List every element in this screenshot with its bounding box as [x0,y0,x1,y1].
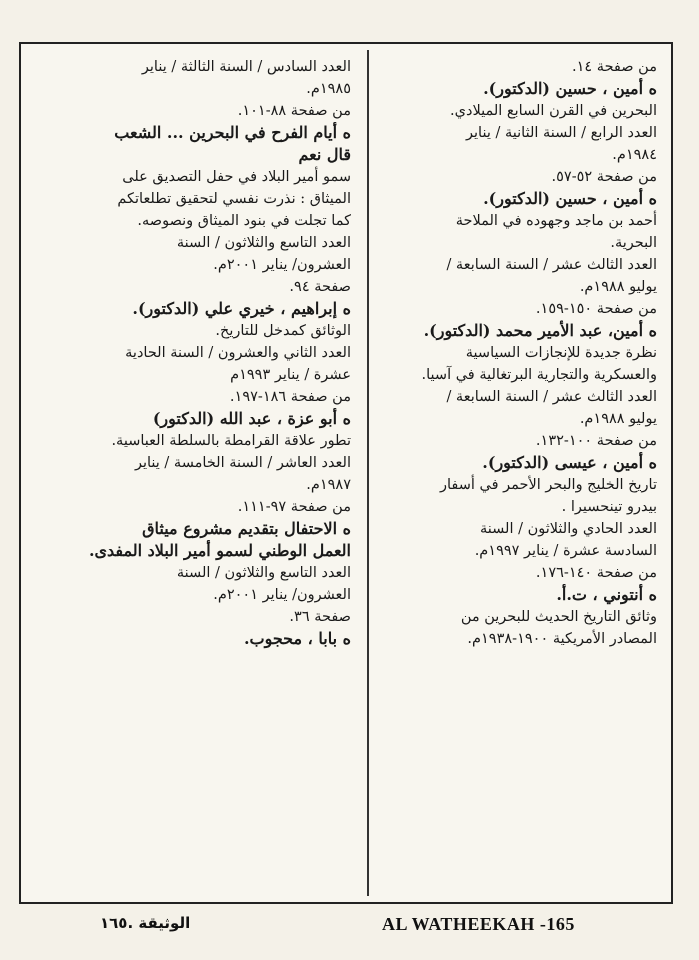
entry-line: من صفحة ٩٧-١١١. [237,499,351,515]
entry-line: بيدرو تينحسيرا . [561,499,657,515]
entry-heading: ه الاحتفال بتقديم مشروع ميثاق [142,519,351,538]
entry-heading: ه أمين ، عيسى (الدكتور). [482,453,657,472]
right-column [351,56,657,894]
entry-line: العدد الرابع / السنة الثانية / يناير [466,125,657,141]
entry-heading: ه بابا ، محجوب. [243,629,351,648]
entry-line: العدد الحادي والثلاثون / السنة [479,521,657,537]
entry-line: سمو أمير البلاد في حفل التصديق على [122,169,351,185]
entry-heading: ه أبو عزة ، عبد الله (الدكتور) [152,409,351,428]
entry-heading: ه أيام الفرح في البحرين ... الشعب [114,123,351,142]
entry-line: من صفحة ٥٢-٥٧. [551,169,657,185]
entry-line: من صفحة ١٥٠-١٥٩. [535,301,657,317]
entry-line: الوثائق كمدخل للتاريخ. [215,323,351,339]
entry-line: العدد الثاني والعشرون / السنة الحادية [125,345,351,361]
column-divider [367,50,369,896]
entry-line: من صفحة ١٠٠-١٣٢. [535,433,657,449]
entry-line: تاريخ الخليج والبحر الأحمر في أسفار [439,477,657,493]
entry-heading: قال نعم [298,145,351,164]
entry-line: البحرين في القرن السابع الميلادي. [450,103,657,119]
entry-line: تطور علاقة القرامطة بالسلطة العباسية. [111,433,351,449]
entry-line: أحمد بن ماجد وجهوده في الملاحة [455,213,657,229]
entry-line: يوليو ١٩٨٨م. [579,411,657,427]
entry-heading: ه إبراهيم ، خيري علي (الدكتور). [132,299,351,318]
entry-line: نظرة جديدة للإنجازات السياسية [465,345,657,361]
entry-line: من صفحة ١٤. [572,59,657,75]
left-column [45,56,351,894]
entry-line: صفحة ٣٦. [289,609,351,625]
entry-line: من صفحة ١٤٠-١٧٦. [535,565,657,581]
entry-line: العشرون/ يناير ٢٠٠١م. [213,257,351,273]
entry-line: يوليو ١٩٨٨م. [579,279,657,295]
entry-line: صفحة ٩٤. [289,279,351,295]
entry-line: وثائق التاريخ الحديث للبحرين من [460,609,657,625]
entry-line: ١٩٨٧م. [306,477,351,493]
entry-heading: ه أمين ، حسين (الدكتور). [483,79,657,98]
entry-line: من صفحة ٨٨-١٠١. [237,103,351,119]
entry-line: العدد الثالث عشر / السنة السابعة / [446,257,657,273]
entry-heading: العمل الوطني لسمو أمير البلاد المفدى. [88,541,351,560]
entry-line: ١٩٨٤م. [612,147,657,163]
entry-heading: ه أمين ، حسين (الدكتور). [483,189,657,208]
page-frame [19,42,673,904]
footer-english-title: AL WATHEEKAH -165 [382,914,575,934]
entry-line: من صفحة ١٨٦-١٩٧. [229,389,351,405]
entry-line: المصادر الأمريكية ١٩٠٠-١٩٣٨م. [467,631,657,647]
entry-line: العدد السادس / السنة الثالثة / يناير [141,59,351,75]
entry-line: ١٩٨٥م. [306,81,351,97]
entry-line: والعسكرية والتجارية البرتغالية في آسيا. [421,367,657,383]
entry-heading: ه أمين، عبد الأمير محمد (الدكتور). [423,321,657,340]
entry-line: الميثاق : نذرت نفسي لتحقيق تطلعاتكم [117,191,351,207]
entry-line: العدد الثالث عشر / السنة السابعة / [446,389,657,405]
entry-line: العدد العاشر / السنة الخامسة / يناير [134,455,351,471]
entry-line: العدد التاسع والثلاثون / السنة [176,235,351,251]
entry-line: عشرة / يناير ١٩٩٣م [230,367,351,383]
entry-line: السادسة عشرة / يناير ١٩٩٧م. [474,543,657,559]
entry-line: البحرية. [610,235,657,251]
entry-line: كما تجلت في بنود الميثاق ونصوصه. [137,213,351,229]
footer-arabic-title: الوثيقة .١٦٥ [100,914,191,932]
entry-line: العدد التاسع والثلاثون / السنة [176,565,351,581]
entry-heading: ه أنتوني ، ت.أ. [556,585,657,604]
entry-line: العشرون/ يناير ٢٠٠١م. [213,587,351,603]
